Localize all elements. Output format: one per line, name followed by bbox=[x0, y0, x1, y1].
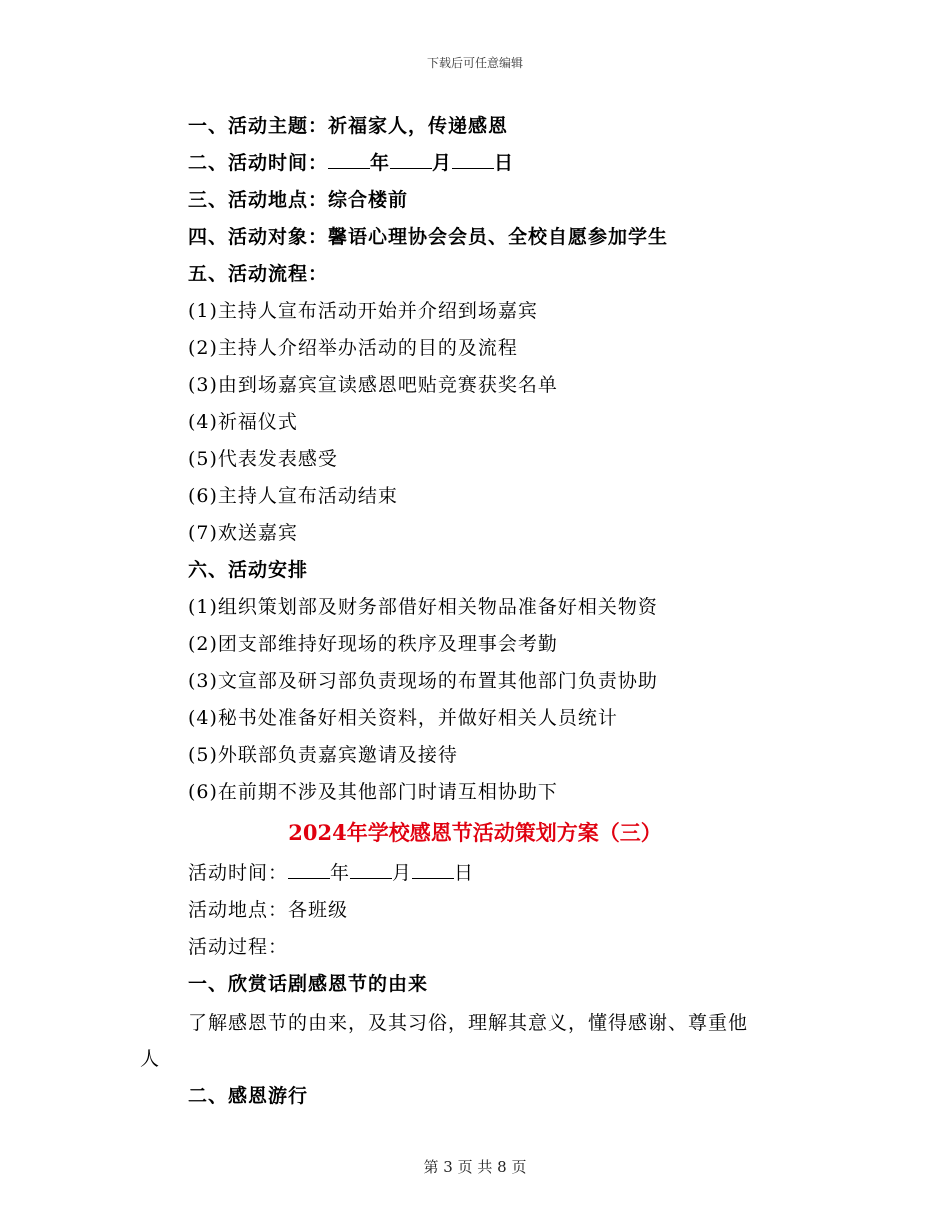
arrange-item: (5)外联部负责嘉宾邀请及接待 bbox=[188, 744, 458, 766]
process-heading: 五、活动流程： bbox=[188, 263, 329, 285]
arrange-item: (6)在前期不涉及其他部门时请互相协助下 bbox=[188, 781, 558, 803]
year-label: 年 bbox=[330, 862, 351, 884]
plan-time-label: 活动时间： bbox=[188, 862, 289, 884]
process-item: (4)祈福仪式 bbox=[188, 411, 298, 433]
activity-target: 四、活动对象：馨语心理协会会员、全校自愿参加学生 bbox=[188, 226, 669, 248]
plan-time bbox=[188, 860, 474, 886]
page-footer: 第 3 页 共 8 页 bbox=[423, 1158, 527, 1176]
arrange-item: (3)文宣部及研习部负责现场的布置其他部门负责协助 bbox=[188, 670, 658, 692]
day-blank bbox=[412, 860, 454, 879]
process-item: (5)代表发表感受 bbox=[188, 448, 338, 470]
year-blank bbox=[288, 860, 330, 879]
activity-time-label: 二、活动时间： bbox=[188, 152, 329, 174]
arrange-heading: 六、活动安排 bbox=[188, 559, 309, 581]
step1-heading: 一、欣赏话剧感恩节的由来 bbox=[188, 973, 429, 995]
arrange-item: (1)组织策划部及财务部借好相关物品准备好相关物资 bbox=[188, 596, 658, 618]
activity-place: 三、活动地点：综合楼前 bbox=[188, 189, 409, 211]
day-label: 日 bbox=[494, 152, 515, 174]
month-blank bbox=[350, 860, 392, 879]
day-blank bbox=[452, 150, 494, 169]
activity-theme: 一、活动主题：祈福家人，传递感恩 bbox=[188, 115, 509, 137]
page-header: 下载后可任意编辑 bbox=[426, 56, 523, 70]
process-item: (1)主持人宣布活动开始并介绍到场嘉宾 bbox=[188, 300, 538, 322]
process-item: (7)欢送嘉宾 bbox=[188, 522, 298, 544]
step1-text: 了解感恩节的由来，及其习俗，理解其意义，懂得感谢、尊重他 bbox=[188, 1012, 749, 1034]
step2-heading: 二、感恩游行 bbox=[188, 1085, 309, 1107]
arrange-item: (4)秘书处准备好相关资料，并做好相关人员统计 bbox=[188, 707, 618, 729]
activity-time bbox=[188, 150, 514, 176]
month-label: 月 bbox=[432, 152, 453, 174]
step1-text-continued: 人 bbox=[140, 1048, 160, 1070]
process-item: (2)主持人介绍举办活动的目的及流程 bbox=[188, 337, 518, 359]
process-item: (3)由到场嘉宾宣读感恩吧贴竞赛获奖名单 bbox=[188, 374, 558, 396]
year-label: 年 bbox=[370, 152, 391, 174]
plan-title: 2024年学校感恩节活动策划方案（三） bbox=[288, 820, 662, 845]
plan-process-label: 活动过程： bbox=[188, 936, 289, 958]
process-item: (6)主持人宣布活动结束 bbox=[188, 485, 398, 507]
arrange-item: (2)团支部维持好现场的秩序及理事会考勤 bbox=[188, 633, 558, 655]
year-blank bbox=[328, 150, 370, 169]
plan-place: 活动地点：各班级 bbox=[188, 899, 349, 921]
month-blank bbox=[390, 150, 432, 169]
day-label: 日 bbox=[454, 862, 475, 884]
month-label: 月 bbox=[392, 862, 413, 884]
